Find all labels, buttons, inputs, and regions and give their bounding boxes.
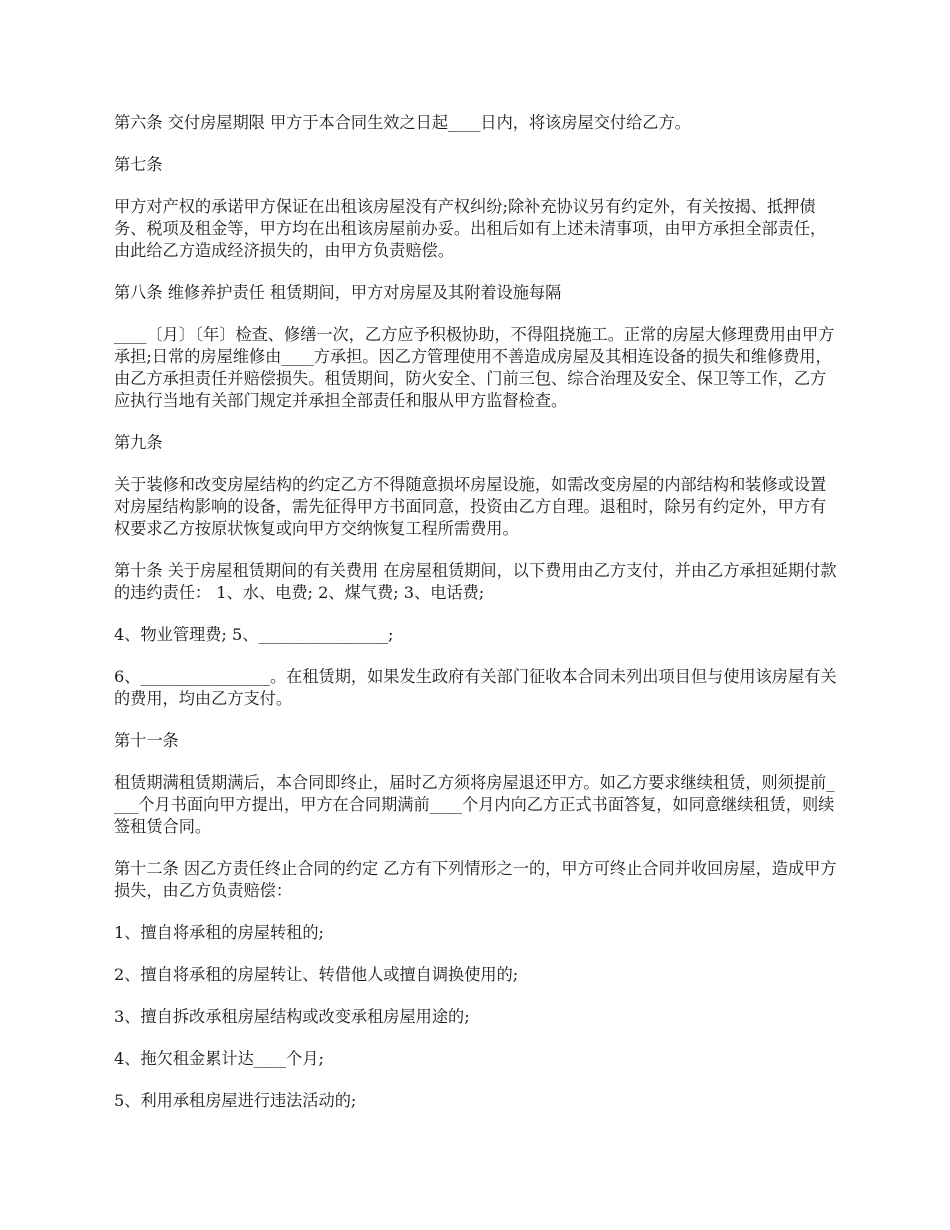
article-12-item-2: 2、擅自将承租的房屋转让、转借他人或擅自调换使用的; [114, 965, 519, 984]
article-10-item-4-5: 4、物业管理费; 5、________________; [114, 625, 394, 644]
article-12-item-3: 3、擅自拆改承租房屋结构或改变承租房屋用途的; [114, 1007, 470, 1026]
document-body [114, 112, 842, 1132]
article-8-paragraph: ____〔月〕〔年〕检查、修缮一次，乙方应予积极协助，不得阻挠施工。正常的房屋大修理费用由甲方承担;日常的房屋维修由____方承担。因乙方管理使用不善造成房屋及其相连设备的损失和维修费用，由乙方承担责任并赔偿损失。租赁期间，防火安全、门前三包、综合治理及安全、保卫等工作，乙方应执行当地有关部门规定并承担全部责任和服从甲方监督检查。 [114, 325, 835, 410]
article-9-paragraph: 关于装修和改变房屋结构的约定乙方不得随意损坏房屋设施，如需改变房屋的内部结构和装修或设置对房屋结构影响的设备，需先征得甲方书面同意，投资由乙方自理。退租时，除另有约定外，甲方有权要求乙方按原状恢复或向甲方交纳恢复工程所需费用。 [114, 475, 827, 538]
article-8-heading: 第八条 维修养护责任 租赁期间，甲方对房屋及其附着设施每隔 [114, 283, 562, 302]
article-12-item-4: 4、拖欠租金累计达____个月; [114, 1049, 325, 1068]
article-7-heading: 第七条 [114, 155, 163, 174]
article-10-paragraph: 第十条 关于房屋租赁期间的有关费用 在房屋租赁期间，以下费用由乙方支付，并由乙方承担延期付款的违约责任： 1、水、电费; 2、煤气费; 3、电话费; [114, 561, 837, 602]
article-11-paragraph: 租赁期满租赁期满后，本合同即终止，届时乙方须将房屋退还甲方。如乙方要求继续租赁，则须提前____个月书面向甲方提出，甲方在合同期满前____个月内向乙方正式书面答复，如同意继续租赁，则续签租赁合同。 [114, 773, 835, 836]
article-12-paragraph: 第十二条 因乙方责任终止合同的约定 乙方有下列情形之一的，甲方可终止合同并收回房屋，造成甲方损失，由乙方负责赔偿： [114, 859, 837, 900]
article-12-item-5: 5、利用承租房屋进行违法活动的; [114, 1091, 357, 1110]
article-11-heading: 第十一条 [114, 731, 179, 750]
article-6-paragraph: 第六条 交付房屋期限 甲方于本合同生效之日起____日内，将该房屋交付给乙方。 [114, 113, 691, 132]
article-9-heading: 第九条 [114, 433, 163, 452]
article-10-item-6: 6、________________。在租赁期，如果发生政府有关部门征收本合同未列出项目但与使用该房屋有关的费用，均由乙方支付。 [114, 667, 837, 708]
article-12-item-1: 1、擅自将承租的房屋转租的; [114, 923, 325, 942]
article-7-paragraph: 甲方对产权的承诺甲方保证在出租该房屋没有产权纠纷;除补充协议另有约定外，有关按揭、抵押债务、税项及租金等，甲方均在出租该房屋前办妥。出租后如有上述未清事项，由甲方承担全部责任，由此给乙方造成经济损失的，由甲方负责赔偿。 [114, 197, 827, 260]
